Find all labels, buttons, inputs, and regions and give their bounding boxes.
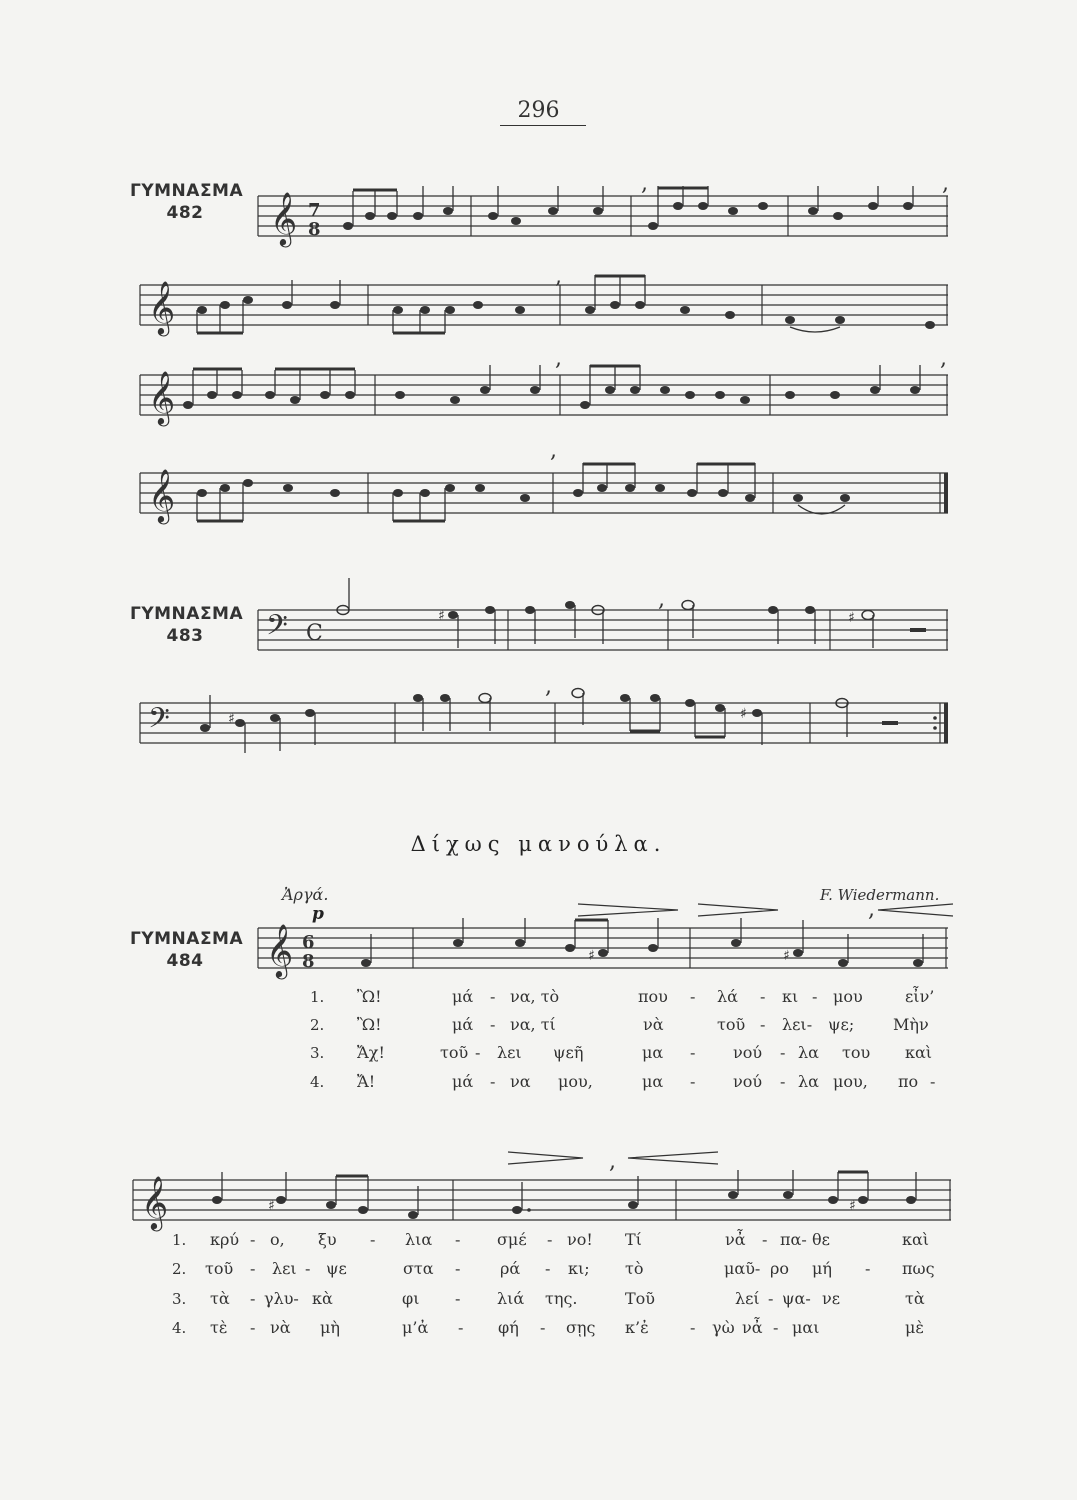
lyric-syllable: - (773, 1318, 779, 1337)
svg-text:8: 8 (308, 219, 321, 240)
lyric-syllable: - (490, 1015, 496, 1034)
verse-number: 1. (172, 1231, 187, 1249)
lyric-syllable: ψε; (828, 1015, 855, 1034)
lyric-syllable: πο (898, 1072, 919, 1091)
lyric-syllable: νε (822, 1289, 841, 1308)
lyric-syllable: μα (642, 1043, 664, 1062)
staff-482-line-2 (140, 264, 950, 335)
lyric-syllable: μή (812, 1259, 832, 1278)
lyric-syllable: - (690, 1318, 696, 1337)
lyric-syllable: κὰ (312, 1289, 333, 1308)
lyric-syllable: τοῦ (717, 1015, 746, 1034)
verse-number: 4. (310, 1073, 325, 1091)
lyric-syllable: μὲ (905, 1318, 924, 1337)
lyric-syllable: του (842, 1043, 871, 1062)
lyric-syllable: καὶ (905, 1043, 933, 1062)
lyric-syllable: - (305, 1259, 311, 1278)
svg-text:𝄞: 𝄞 (148, 280, 176, 334)
lyric-syllable: - (250, 1259, 256, 1278)
lyric-syllable: κ’ἐ (625, 1318, 649, 1337)
svg-text:,: , (555, 346, 562, 371)
lyric-syllable: μου, (833, 1072, 868, 1091)
lyric-syllable: Μὴν (893, 1015, 929, 1034)
lyric-syllable: καὶ (902, 1230, 930, 1249)
lyric-syllable: - (540, 1318, 546, 1337)
lyric-syllable: Τί (625, 1230, 642, 1249)
lyric-syllable: λιά (497, 1289, 525, 1308)
lyric-syllable: - (370, 1230, 376, 1249)
lyric-syllable: μαι (792, 1318, 820, 1337)
lyric-syllable: τὰ (210, 1289, 230, 1308)
lyric-syllable: - (490, 1072, 496, 1091)
lyric-syllable: λει- (782, 1015, 813, 1034)
lyric-syllable: ψεῆ (553, 1043, 584, 1062)
exercise-number: 482 (166, 203, 204, 223)
verse-number: 2. (172, 1260, 187, 1278)
verse-number: 3. (172, 1290, 187, 1308)
lyric-syllable: ψα- (782, 1289, 811, 1308)
lyric-syllable: γὼ (712, 1318, 735, 1337)
staff-484-line-1 (258, 897, 948, 978)
lyric-syllable: μου, (558, 1072, 593, 1091)
lyric-syllable: - (250, 1289, 256, 1308)
exercise-number: 484 (166, 951, 204, 971)
lyric-syllable: φή (498, 1318, 519, 1337)
svg-text:𝄢: 𝄢 (266, 609, 288, 649)
svg-text:,: , (868, 897, 875, 922)
verse-number: 1. (310, 988, 325, 1006)
lyric-syllable: μου (833, 987, 863, 1006)
lyric-syllable: πως (902, 1259, 935, 1278)
svg-text:♯: ♯ (848, 610, 855, 626)
time-signature-bottom: 8 (302, 951, 315, 972)
lyric-syllable: - (760, 1015, 766, 1034)
staff-483-line-2 (140, 674, 950, 753)
svg-text:,: , (555, 264, 562, 289)
dynamic-piano: p (312, 904, 324, 924)
lyric-syllable: νού (733, 1072, 763, 1091)
svg-text:𝄞: 𝄞 (266, 923, 294, 977)
svg-text:𝄢: 𝄢 (148, 702, 170, 742)
lyric-syllable: νο! (567, 1230, 593, 1249)
lyric-syllable: νού (733, 1043, 763, 1062)
lyric-syllable: λει (497, 1043, 522, 1062)
lyric-syllable: - (545, 1259, 551, 1278)
svg-text:7: 7 (308, 200, 321, 221)
lyric-syllable: Ὢ! (357, 1015, 382, 1034)
lyric-syllable: - (475, 1043, 481, 1062)
staff-484-line-2 (133, 1149, 953, 1230)
lyric-syllable: της. (545, 1289, 578, 1308)
exercise-label (130, 603, 244, 647)
lyric-syllable: μά (452, 987, 474, 1006)
svg-text:♯: ♯ (438, 608, 445, 624)
lyric-syllable: κρύ (210, 1230, 240, 1249)
lyric-syllable: φι (402, 1289, 420, 1308)
svg-text:♯: ♯ (228, 711, 235, 727)
lyric-syllable: Τοῦ (625, 1289, 656, 1308)
svg-text:,: , (641, 171, 648, 196)
svg-text:,: , (658, 587, 665, 612)
lyric-syllable: λεί (735, 1289, 760, 1308)
lyric-syllable: να (510, 1072, 531, 1091)
lyric-syllable: ξυ (318, 1230, 337, 1249)
lyric-syllable: μαῦ- (724, 1259, 761, 1278)
lyric-syllable: - (930, 1072, 936, 1091)
lyric-syllable: - (490, 987, 496, 1006)
lyric-syllable: λει (272, 1259, 297, 1278)
lyric-syllable: ρο (770, 1259, 790, 1278)
svg-text:𝄞: 𝄞 (270, 191, 298, 245)
lyric-syllable: τὸ (625, 1259, 644, 1278)
staff-482-line-3 (140, 346, 950, 425)
lyric-syllable: θε (812, 1230, 830, 1249)
svg-text:♯: ♯ (740, 706, 747, 722)
lyric-syllable: Ἄ! (357, 1072, 376, 1091)
lyric-syllable: πα- (780, 1230, 807, 1249)
lyric-syllable: - (768, 1289, 774, 1308)
lyric-syllable: - (455, 1259, 461, 1278)
lyric-syllable: - (455, 1230, 461, 1249)
exercise-label (130, 928, 244, 972)
lyric-syllable: που (638, 987, 668, 1006)
lyric-syllable: σῃς (566, 1318, 596, 1337)
staff-482-line-1 (258, 171, 949, 246)
exercise-label-text: ΓΥΜΝΑΣΜΑ (130, 181, 244, 201)
lyric-syllable: τὰ (905, 1289, 925, 1308)
lyric-syllable: Ὢ! (357, 987, 382, 1006)
lyric-syllable: ψε (326, 1259, 347, 1278)
song-title: Δίχως μανούλα. (410, 832, 667, 856)
staff-483-line-1 (258, 587, 948, 660)
lyric-syllable: στα (403, 1259, 434, 1278)
lyric-syllable: - (780, 1043, 786, 1062)
svg-text:♯: ♯ (588, 948, 595, 964)
svg-text:𝄞: 𝄞 (148, 370, 176, 424)
time-signature-common: C (306, 621, 323, 646)
lyric-syllable: - (250, 1318, 256, 1337)
lyric-syllable: - (780, 1072, 786, 1091)
svg-text:,: , (550, 438, 557, 463)
exercise-label (130, 180, 244, 224)
verse-number: 4. (172, 1319, 187, 1337)
svg-text:,: , (609, 1149, 616, 1174)
lyric-syllable: νὰ (643, 1015, 664, 1034)
exercise-label-text: ΓΥΜΝΑΣΜΑ (130, 929, 244, 949)
lyric-syllable: νἆ (742, 1318, 763, 1337)
lyric-syllable: σμέ (497, 1230, 527, 1249)
lyric-syllable: να, τὸ (510, 987, 560, 1006)
svg-text:𝄞: 𝄞 (141, 1175, 169, 1229)
svg-text:,: , (545, 674, 552, 699)
lyric-syllable: τὲ (210, 1318, 228, 1337)
svg-text:,: , (940, 346, 947, 371)
verse-number: 2. (310, 1016, 325, 1034)
time-signature-top: 6 (302, 932, 315, 953)
exercise-number: 483 (166, 626, 204, 646)
lyric-syllable: μά (452, 1072, 474, 1091)
tempo-marking: Ἀργά. (282, 885, 329, 904)
lyric-syllable: - (690, 1043, 696, 1062)
lyric-syllable: μ’ἀ (402, 1318, 429, 1337)
lyric-syllable: νἆ (725, 1230, 746, 1249)
lyric-syllable: λα (798, 1072, 819, 1091)
lyric-syllable: λια (405, 1230, 433, 1249)
svg-text:,: , (942, 171, 949, 196)
lyric-syllable: - (812, 987, 818, 1006)
composer-name: F. Wiedermann. (820, 886, 940, 904)
lyric-syllable: - (690, 987, 696, 1006)
lyric-syllable: γλυ- (264, 1289, 299, 1308)
lyric-syllable: - (455, 1289, 461, 1308)
lyric-syllable: τοῦ (440, 1043, 469, 1062)
lyric-syllable: - (762, 1230, 768, 1249)
lyric-syllable: λά (717, 987, 738, 1006)
verse-number: 3. (310, 1044, 325, 1062)
lyric-syllable: - (865, 1259, 871, 1278)
staff-482-line-4 (140, 438, 950, 523)
lyric-syllable: - (760, 987, 766, 1006)
page-number-rule (500, 125, 586, 126)
lyric-syllable: κι (782, 987, 799, 1006)
lyric-syllable: εἶν’ (905, 987, 935, 1006)
exercise-label-text: ΓΥΜΝΑΣΜΑ (130, 604, 244, 624)
svg-text:♯: ♯ (849, 1198, 856, 1214)
lyric-syllable: - (690, 1072, 696, 1091)
lyric-syllable: ρά (500, 1259, 521, 1278)
lyric-syllable: - (458, 1318, 464, 1337)
page-number: 296 (517, 98, 560, 123)
svg-text:♯: ♯ (268, 1198, 275, 1214)
lyric-syllable: κι; (568, 1259, 590, 1278)
lyric-syllable: μὴ (320, 1318, 340, 1337)
lyric-syllable: μα (642, 1072, 664, 1091)
lyric-syllable: Ἄχ! (357, 1043, 385, 1062)
lyric-syllable: - (547, 1230, 553, 1249)
lyric-syllable: λα (798, 1043, 819, 1062)
svg-text:♯: ♯ (783, 948, 790, 964)
svg-text:𝄞: 𝄞 (148, 468, 176, 522)
lyric-syllable: να, τί (510, 1015, 556, 1034)
lyric-syllable: ο, (270, 1230, 285, 1249)
lyric-syllable: μά (452, 1015, 474, 1034)
lyric-syllable: τοῦ (205, 1259, 234, 1278)
lyric-syllable: - (250, 1230, 256, 1249)
lyric-syllable: νὰ (270, 1318, 291, 1337)
